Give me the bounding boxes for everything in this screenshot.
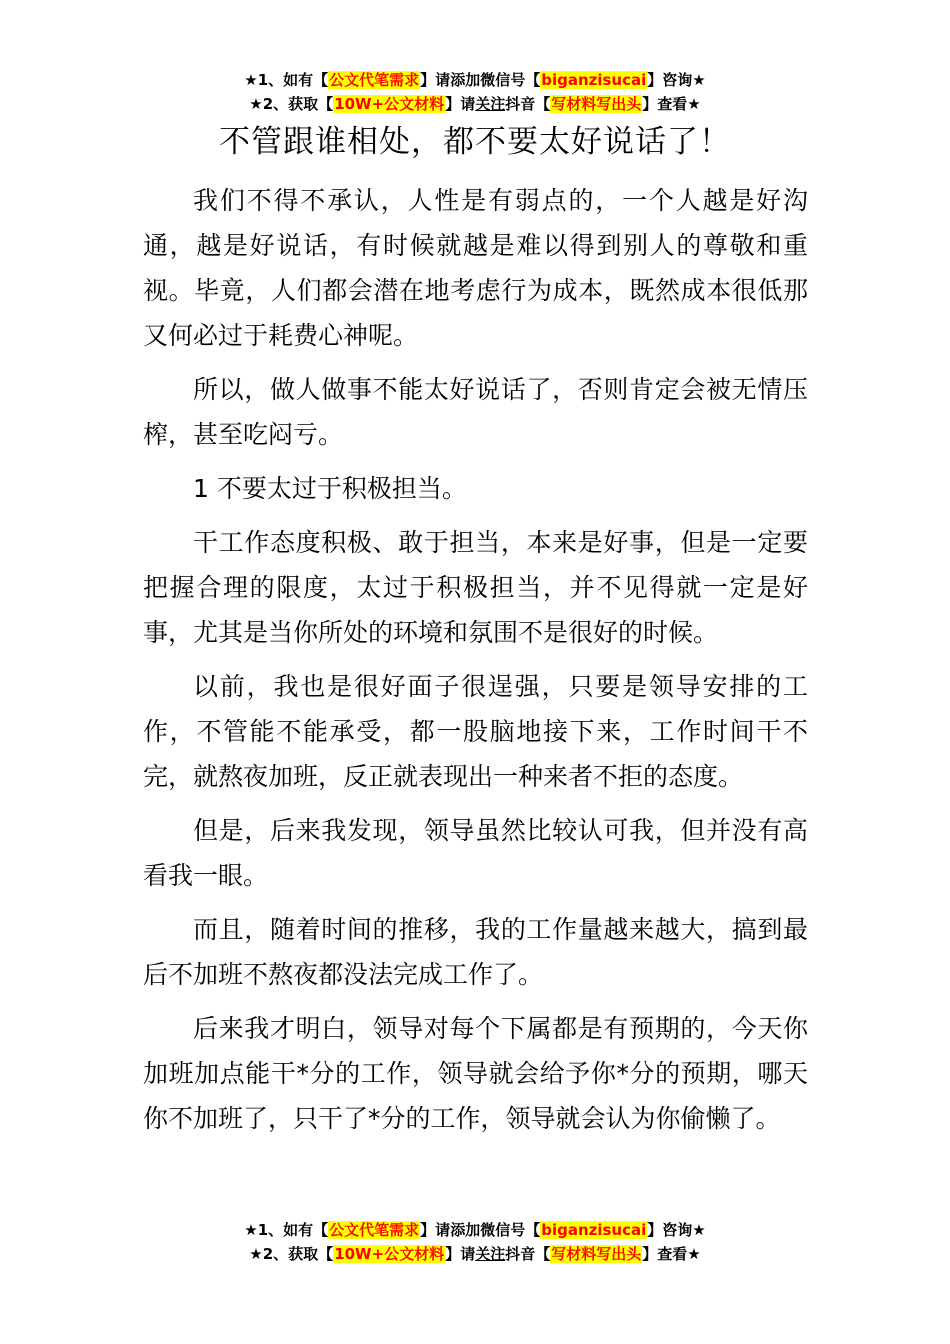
ad-text: 】查看★	[642, 95, 701, 113]
ad-highlight-service: 公文代笔需求	[329, 71, 420, 89]
ad-highlight-materials: 10W+公文材料	[334, 95, 445, 113]
ad-text: 】请	[420, 71, 451, 89]
ad-text: ★2、获取【	[249, 95, 334, 113]
ad-text: 】查看★	[642, 1245, 701, 1263]
footer-ad	[0, 1218, 950, 1266]
paragraph: 干工作态度积极、敢于担当，本来是好事，但是一定要把握合理的限度，太过于积极担当，并不见得就一定是好事，尤其是当你所处的环境和氛围不是很好的时候。	[143, 528, 808, 647]
section-heading: 1 不要太过于积极担当。	[193, 474, 467, 503]
paragraph: 我们不得不承认，人性是有弱点的，一个人越是好沟通，越是好说话，有时候就越是难以得到别人的尊敬和重视。毕竟，人们都会潜在地考虑行为成本，既然成本很低那又何必过于耗费心神呢。	[143, 186, 808, 350]
ad-text: 微信号【	[480, 1221, 541, 1239]
ad-line-2	[0, 1242, 950, 1266]
ad-line-1	[0, 1218, 950, 1242]
ad-text: 】请	[420, 1221, 451, 1239]
ad-text: 抖音【	[505, 1245, 551, 1263]
ad-text: 】咨询★	[647, 1221, 706, 1239]
ad-highlight-service: 公文代笔需求	[329, 1221, 420, 1239]
ad-emphasis: 关注	[475, 95, 506, 113]
paragraph: 但是，后来我发现，领导虽然比较认可我，但并没有高看我一眼。	[143, 816, 808, 890]
ad-text: ★1、如有【	[244, 1221, 329, 1239]
ad-line-2	[0, 92, 950, 116]
ad-highlight-douyin: 写材料写出头	[551, 1245, 642, 1263]
ad-highlight-wechat-id: biganzisucai	[541, 1221, 647, 1239]
ad-text: 】请	[445, 1245, 476, 1263]
ad-text: 】咨询★	[647, 71, 706, 89]
ad-line-1	[0, 68, 950, 92]
ad-emphasis: 添加	[450, 1221, 481, 1239]
ad-highlight-wechat-id: biganzisucai	[541, 71, 647, 89]
ad-emphasis: 关注	[475, 1245, 506, 1263]
ad-highlight-materials: 10W+公文材料	[334, 1245, 445, 1263]
ad-text: ★2、获取【	[249, 1245, 334, 1263]
ad-highlight-douyin: 写材料写出头	[551, 95, 642, 113]
ad-text: 】请	[445, 95, 476, 113]
paragraph: 后来我才明白，领导对每个下属都是有预期的，今天你加班加点能干*分的工作，领导就会给予你*分的预期，哪天你不加班了，只干了*分的工作，领导就会认为你偷懒了。	[143, 1014, 808, 1133]
paragraph: 以前，我也是很好面子很逞强，只要是领导安排的工作，不管能不能承受，都一股脑地接下来，工作时间干不完，就熬夜加班，反正就表现出一种来者不拒的态度。	[143, 672, 808, 791]
paragraph: 而且，随着时间的推移，我的工作量越来越大，搞到最后不加班不熬夜都没法完成工作了。	[143, 915, 808, 989]
paragraph: 所以，做人做事不能太好说话了，否则肯定会被无情压榨，甚至吃闷亏。	[143, 375, 808, 449]
article-body	[143, 178, 808, 1150]
ad-text: 抖音【	[505, 95, 551, 113]
article-title: 不管跟谁相处，都不要太好说话了！	[219, 124, 731, 160]
ad-emphasis: 添加	[450, 71, 481, 89]
ad-text: 微信号【	[480, 71, 541, 89]
header-ad	[0, 68, 950, 116]
ad-text: ★1、如有【	[244, 71, 329, 89]
